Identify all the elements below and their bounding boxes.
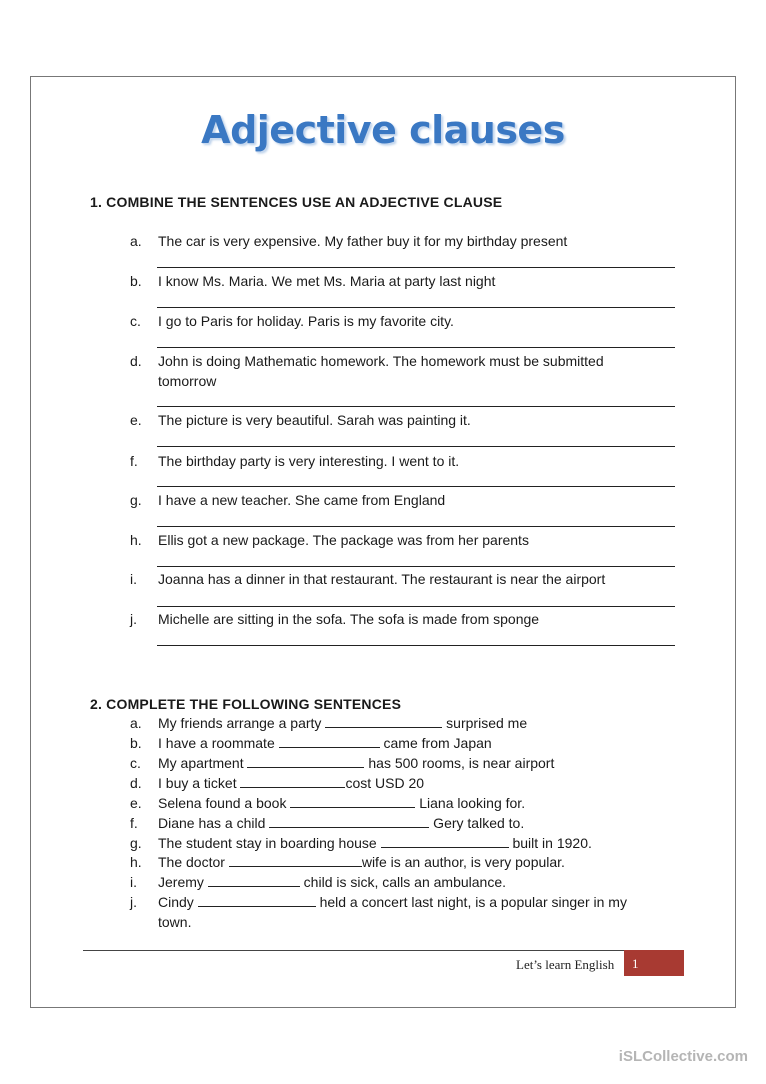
section-1-heading: 1. COMBINE THE SENTENCES USE AN ADJECTIVE CLAUSE [90, 194, 503, 210]
sentence-start: Jeremy [158, 874, 208, 890]
fill-in-blank[interactable] [290, 793, 415, 808]
fill-in-blank[interactable] [279, 733, 380, 748]
fill-in-blank[interactable] [208, 872, 300, 887]
fill-in-blank[interactable] [240, 773, 345, 788]
item-sentence: Joanna has a dinner in that restaurant. The restaurant is near the airport [158, 571, 606, 587]
item-letter: a. [130, 715, 142, 731]
sentence-start: Diane has a child [158, 815, 270, 831]
sentence-end: cost USD 20 [345, 775, 425, 791]
sentence-end: surprised me [442, 715, 528, 731]
item-letter: a. [130, 233, 142, 249]
item-sentence: I have a new teacher. She came from England [158, 492, 446, 508]
sentence-start: The student stay in boarding house [158, 835, 381, 851]
item-sentence: The birthday party is very interesting. I went to it. [158, 453, 460, 469]
item-sentence: I know Ms. Maria. We met Ms. Maria at party last night [158, 273, 496, 289]
answer-line-g[interactable] [157, 526, 675, 527]
fill-in-blank[interactable] [198, 892, 316, 907]
fill-in-blank[interactable] [381, 833, 509, 848]
item-sentence: The picture is very beautiful. Sarah was painting it. [158, 412, 471, 428]
footer-divider [83, 950, 683, 951]
answer-line-i[interactable] [157, 606, 675, 607]
page-number-badge: 1 [624, 950, 684, 976]
item-sentence: Michelle are sitting in the sofa. The sofa is made from sponge [158, 611, 540, 627]
footer-label: Let’s learn English [516, 957, 615, 972]
fill-in-blank[interactable] [269, 813, 429, 828]
sentence-end: has 500 rooms, is near airport [364, 755, 555, 771]
item-sentence: John is doing Mathematic homework. The homework must be submitted tomorrow [158, 353, 604, 389]
fill-in-blank[interactable] [247, 753, 364, 768]
answer-line-j[interactable] [157, 645, 675, 646]
sentence-end: held a concert last night, is a popular singer in my town. [158, 894, 627, 930]
item-letter: e. [130, 795, 142, 811]
answer-line-a[interactable] [157, 267, 675, 268]
sentence-start: Selena found a book [158, 795, 291, 811]
item-letter: b. [130, 735, 142, 751]
sentence-start: My apartment [158, 755, 248, 771]
sentence-start: I have a roommate [158, 735, 279, 751]
sentence-start: I buy a ticket [158, 775, 241, 791]
answer-line-b[interactable] [157, 307, 675, 308]
item-letter: f. [130, 815, 138, 831]
item-letter: g. [130, 492, 142, 508]
answer-line-c[interactable] [157, 347, 675, 348]
section-2-heading: 2. COMPLETE THE FOLLOWING SENTENCES [90, 696, 402, 712]
item-letter: b. [130, 273, 142, 289]
item-sentence: Ellis got a new package. The package was from her parents [158, 532, 529, 548]
item-letter: d. [130, 775, 142, 791]
sentence-end: Liana looking for. [415, 795, 526, 811]
sentence-end: wife is an author, is very popular. [361, 854, 565, 870]
item-letter: j. [130, 894, 137, 910]
sentence-end: Gery talked to. [429, 815, 525, 831]
answer-line-h[interactable] [157, 566, 675, 567]
sentence-end: child is sick, calls an ambulance. [299, 874, 506, 890]
item-sentence: The car is very expensive. My father buy it for my birthday present [158, 233, 568, 249]
fill-in-blank[interactable] [229, 852, 362, 867]
sentence-start: My friends arrange a party [158, 715, 326, 731]
answer-line-f[interactable] [157, 486, 675, 487]
item-letter: i. [130, 571, 137, 587]
sentence-start: Cindy [158, 894, 198, 910]
item-sentence: I go to Paris for holiday. Paris is my favorite city. [158, 313, 454, 329]
sentence-start: The doctor [158, 854, 229, 870]
answer-line-d[interactable] [157, 406, 675, 407]
fill-in-blank[interactable] [325, 713, 442, 728]
item-letter: e. [130, 412, 142, 428]
item-letter: g. [130, 835, 142, 851]
sentence-end: built in 1920. [508, 835, 592, 851]
item-letter: f. [130, 453, 138, 469]
item-letter: i. [130, 874, 137, 890]
item-letter: h. [130, 854, 142, 870]
item-letter: c. [130, 313, 141, 329]
item-letter: c. [130, 755, 141, 771]
answer-line-e[interactable] [157, 446, 675, 447]
item-letter: h. [130, 532, 142, 548]
sentence-end: came from Japan [379, 735, 492, 751]
site-watermark: iSLCollective.com [618, 1048, 748, 1065]
worksheet-title: Adjective clauses [201, 108, 565, 152]
item-letter: d. [130, 353, 142, 369]
item-letter: j. [130, 611, 137, 627]
